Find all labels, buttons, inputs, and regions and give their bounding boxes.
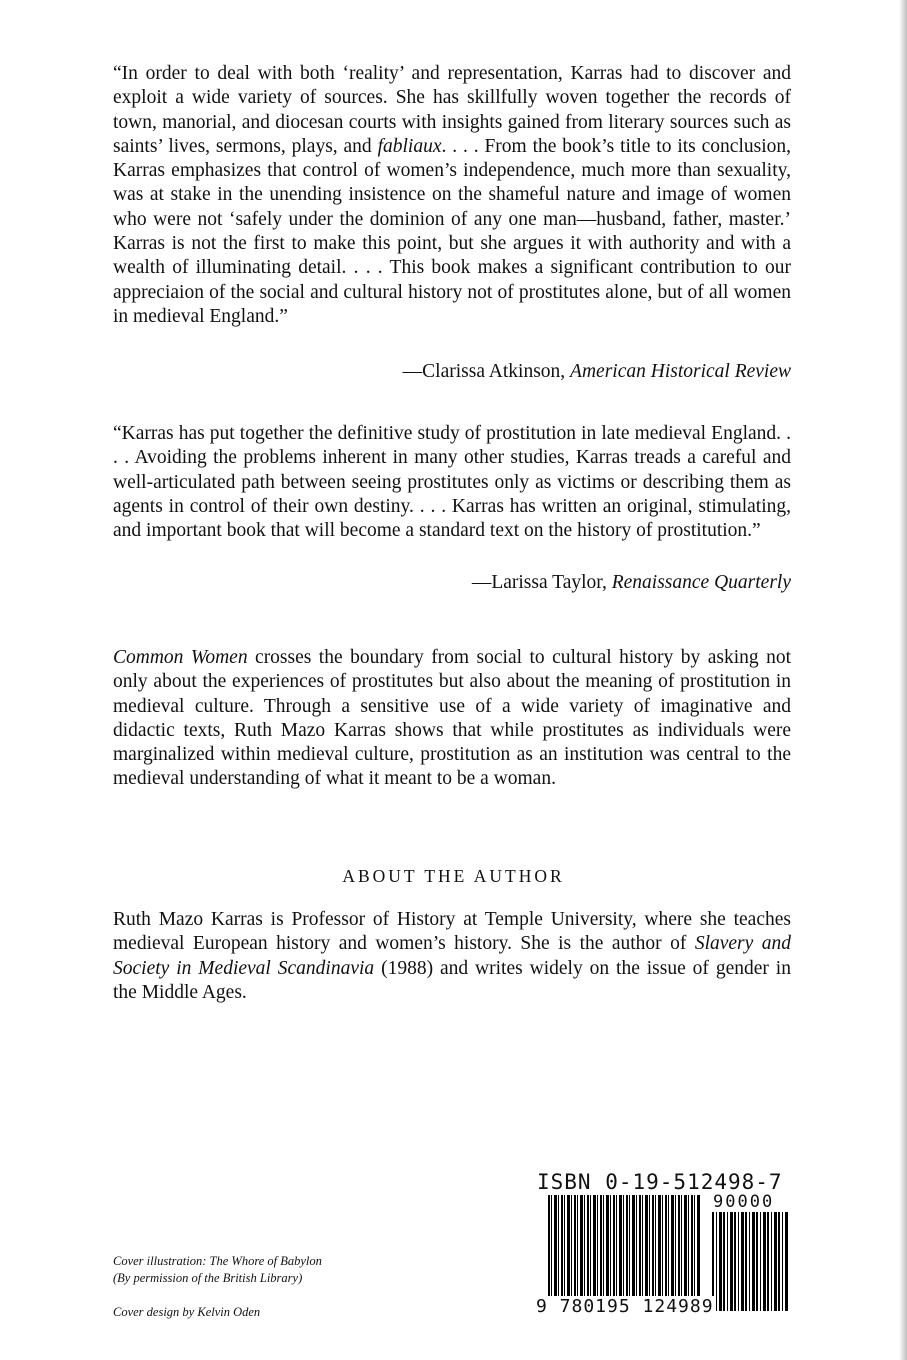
quote-italic-term: fabliaux bbox=[377, 135, 442, 157]
author-bio bbox=[113, 908, 791, 1005]
attribution-source: American Historical Review bbox=[570, 361, 791, 382]
attribution-author: —Larissa Taylor, bbox=[471, 572, 612, 593]
attribution-author: —Clarissa Atkinson, bbox=[402, 361, 571, 382]
review-quote-atkinson bbox=[113, 62, 791, 329]
bio-text: Ruth Mazo Karras is Professor of History at Temple University, where she teaches medieval European history and women’s history. She is the author of bbox=[113, 909, 791, 955]
price-code-label: 90000 bbox=[713, 1192, 775, 1212]
quote-text: “In order to deal with both ‘reality’ and representation, Karras had to discover and exploit a wide variety of sources. She has skillfully woven together the records of town, manorial, and diocesan courts with insights gained from literary sources such as saints’ lives, sermons, plays, and bbox=[113, 63, 791, 157]
attribution-source: Renaissance Quarterly bbox=[611, 572, 791, 593]
quote-text: “Karras has put together the definitive study of prostitution in late medieval England. . . . Avoiding the problems inherent in many other studies, Karras treads a careful and well-articulated path between seeing prostitutes only as victims or describing them as agents in control of their own destiny. . . . Karras has written an original, stimulating, and important book that will become a standard text on the history of prostitution.” bbox=[113, 423, 791, 542]
cover-illustration-credit bbox=[113, 1253, 322, 1287]
page-edge-shadow bbox=[899, 0, 907, 1360]
description-text: crosses the boundary from social to cultural history by asking not only about the experiences of prostitutes but also about the meaning of prostitution in medieval culture. Through a sensitive use of a wide variety of imaginative and didactic texts, Ruth Mazo Karras shows that while prostitutes as individuals were marginalized within medieval culture, prostitution as an institution was central to the medieval understanding of what it meant to be a woman. bbox=[113, 647, 791, 790]
review-quote-taylor bbox=[113, 422, 791, 543]
permission-credit-line: (By permission of the British Library) bbox=[113, 1271, 303, 1285]
about-author-heading: ABOUT THE AUTHOR bbox=[342, 866, 565, 886]
addon-barcode bbox=[712, 1212, 789, 1311]
isbn-label: ISBN 0-19-512498-7 bbox=[537, 1170, 783, 1194]
attribution-atkinson bbox=[403, 360, 791, 384]
bio-text-continued: (1988) and writes widely on the issue of gender in the Middle Ages. bbox=[113, 957, 791, 1003]
attribution-taylor bbox=[472, 571, 791, 595]
ean-digits-label: 9 780195 124989 bbox=[536, 1296, 714, 1317]
book-title: Common Women bbox=[113, 647, 248, 668]
quote-text-continued: . . . . From the book’s title to its conclusion, Karras emphasizes that control of women’s independence, much more than sexuality, was at stake in the unending insistence on the shameful nature and image of women who were not ‘safely under the dominion of any one man—husband, father, master.’ Karras is not the first to make this point, but she argues it with authority and with a wealth of illuminating detail. . . . This book makes a significant contribution to our appreciaion of the social and cultural history not of prostitutes alone, but of all women in medieval England.” bbox=[113, 135, 791, 327]
bio-book-title: Slavery and Society in Medieval Scandinavia bbox=[113, 933, 791, 979]
illustration-credit-line: Cover illustration: The Whore of Babylon bbox=[113, 1254, 322, 1268]
book-description bbox=[113, 646, 791, 792]
cover-design-credit: Cover design by Kelvin Oden bbox=[113, 1305, 261, 1319]
ean-barcode bbox=[548, 1195, 701, 1311]
